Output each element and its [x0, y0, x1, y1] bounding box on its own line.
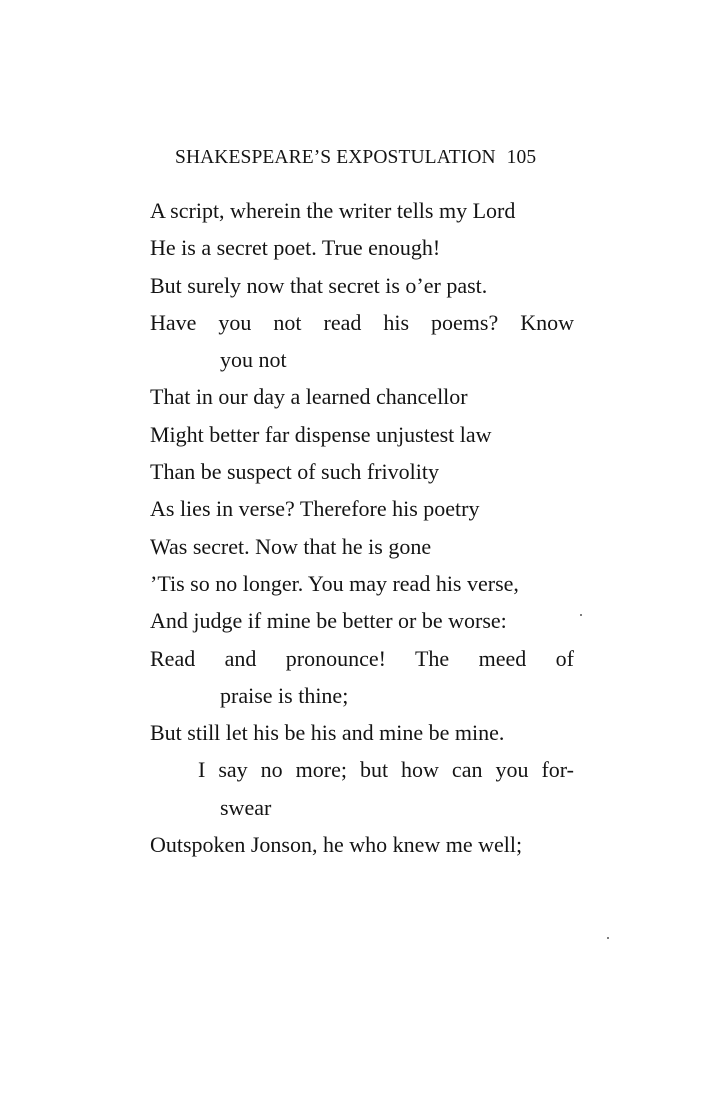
verse-line: Read and pronounce! The meed of	[150, 645, 574, 671]
verse-line: Might better far dispense unjustest law	[150, 421, 492, 447]
verse-line: ’Tis so no longer. You may read his verse,	[150, 570, 519, 596]
verse-line-turnover: praise is thine;	[220, 682, 349, 708]
verse-line: As lies in verse? Therefore his poetry	[150, 496, 480, 522]
verse-line: A script, wherein the writer tells my Lord	[150, 198, 516, 223]
verse-line: But surely now that secret is o’er past.	[150, 272, 488, 298]
verse-line: Have you not read his poems? Know	[150, 309, 574, 335]
verse-line: And judge if mine be better or be worse:	[150, 608, 507, 634]
verse-line-turnover: swear	[220, 794, 272, 820]
verse-line: Outspoken Jonson, he who knew me well;	[150, 832, 523, 858]
page-number: 105	[506, 147, 537, 168]
verse-line: He is a secret poet. True enough!	[150, 235, 441, 261]
running-head-title: SHAKESPEARE’S EXPOSTULATION	[175, 147, 496, 168]
verse-line: Than be suspect of such frivolity	[150, 459, 439, 485]
running-head	[175, 147, 575, 169]
verse-line: That in our day a learned chancellor	[150, 384, 468, 410]
scan-speck	[580, 614, 582, 616]
verse-line: Was secret. Now that he is gone	[150, 533, 432, 559]
verse-line-turnover: you not	[220, 347, 287, 373]
scan-speck	[607, 937, 609, 939]
verse-line-indented: I say no more; but how can you for-	[198, 757, 574, 783]
verse-line: But still let his be his and mine be mine.	[150, 720, 505, 746]
verse-block	[150, 192, 580, 863]
